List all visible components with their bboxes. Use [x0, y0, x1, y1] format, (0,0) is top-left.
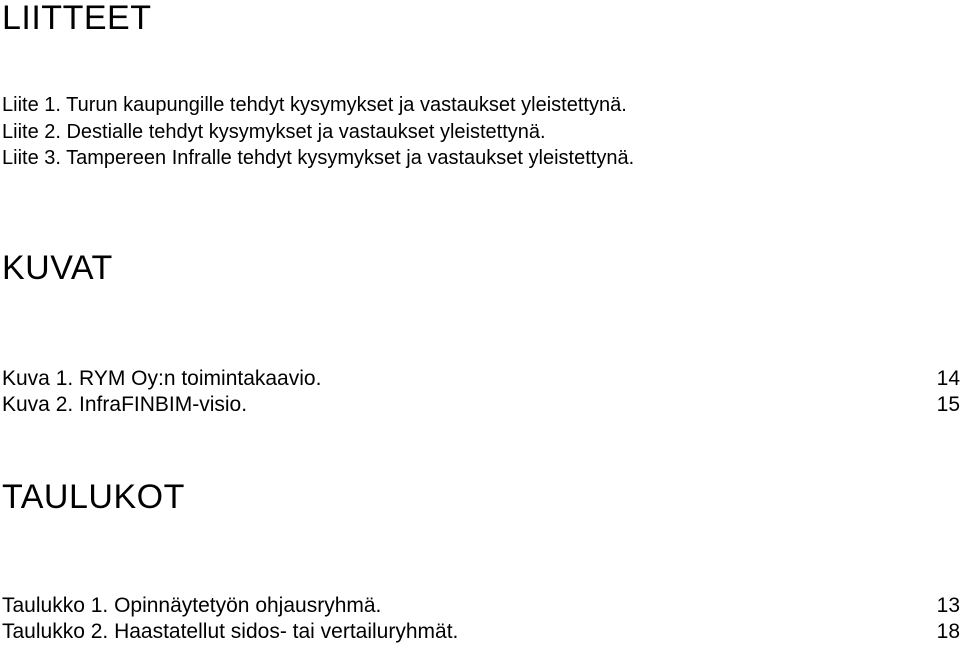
- tables-heading: TAULUKOT: [2, 478, 185, 516]
- table-entry-label: Taulukko 1. Opinnäytetyön ohjausryhmä.: [2, 594, 382, 617]
- figure-entry-page: 14: [936, 367, 960, 390]
- appendix-item: Liite 2. Destialle tehdyt kysymykset ja vastaukset yleistettynä.: [2, 120, 546, 143]
- figure-entry: [2, 366, 960, 392]
- table-entry-page: 18: [936, 620, 960, 643]
- figure-entry-page: 15: [936, 393, 960, 416]
- appendix-item: Liite 1. Turun kaupungille tehdyt kysymykset ja vastaukset yleistettynä.: [2, 94, 627, 116]
- appendix-item: Liite 3. Tampereen Infralle tehdyt kysymykset ja vastaukset yleistettynä.: [2, 147, 635, 169]
- appendices-heading: LIITTEET: [2, 0, 152, 37]
- table-entry-page: 13: [936, 594, 960, 617]
- figures-heading: KUVAT: [2, 249, 113, 287]
- figure-entry-label: Kuva 1. RYM Oy:n toimintakaavio.: [2, 367, 322, 390]
- figure-entry: [2, 392, 960, 418]
- table-entry: [2, 619, 960, 645]
- appendix-list: [2, 92, 634, 172]
- table-entry-label: Taulukko 2. Haastatellut sidos- tai vertailuryhmät.: [2, 620, 459, 643]
- figure-list: [2, 366, 960, 418]
- figure-entry-label: Kuva 2. InfraFINBIM-visio.: [2, 393, 248, 416]
- table-entry: [2, 593, 960, 619]
- table-list: [2, 593, 960, 645]
